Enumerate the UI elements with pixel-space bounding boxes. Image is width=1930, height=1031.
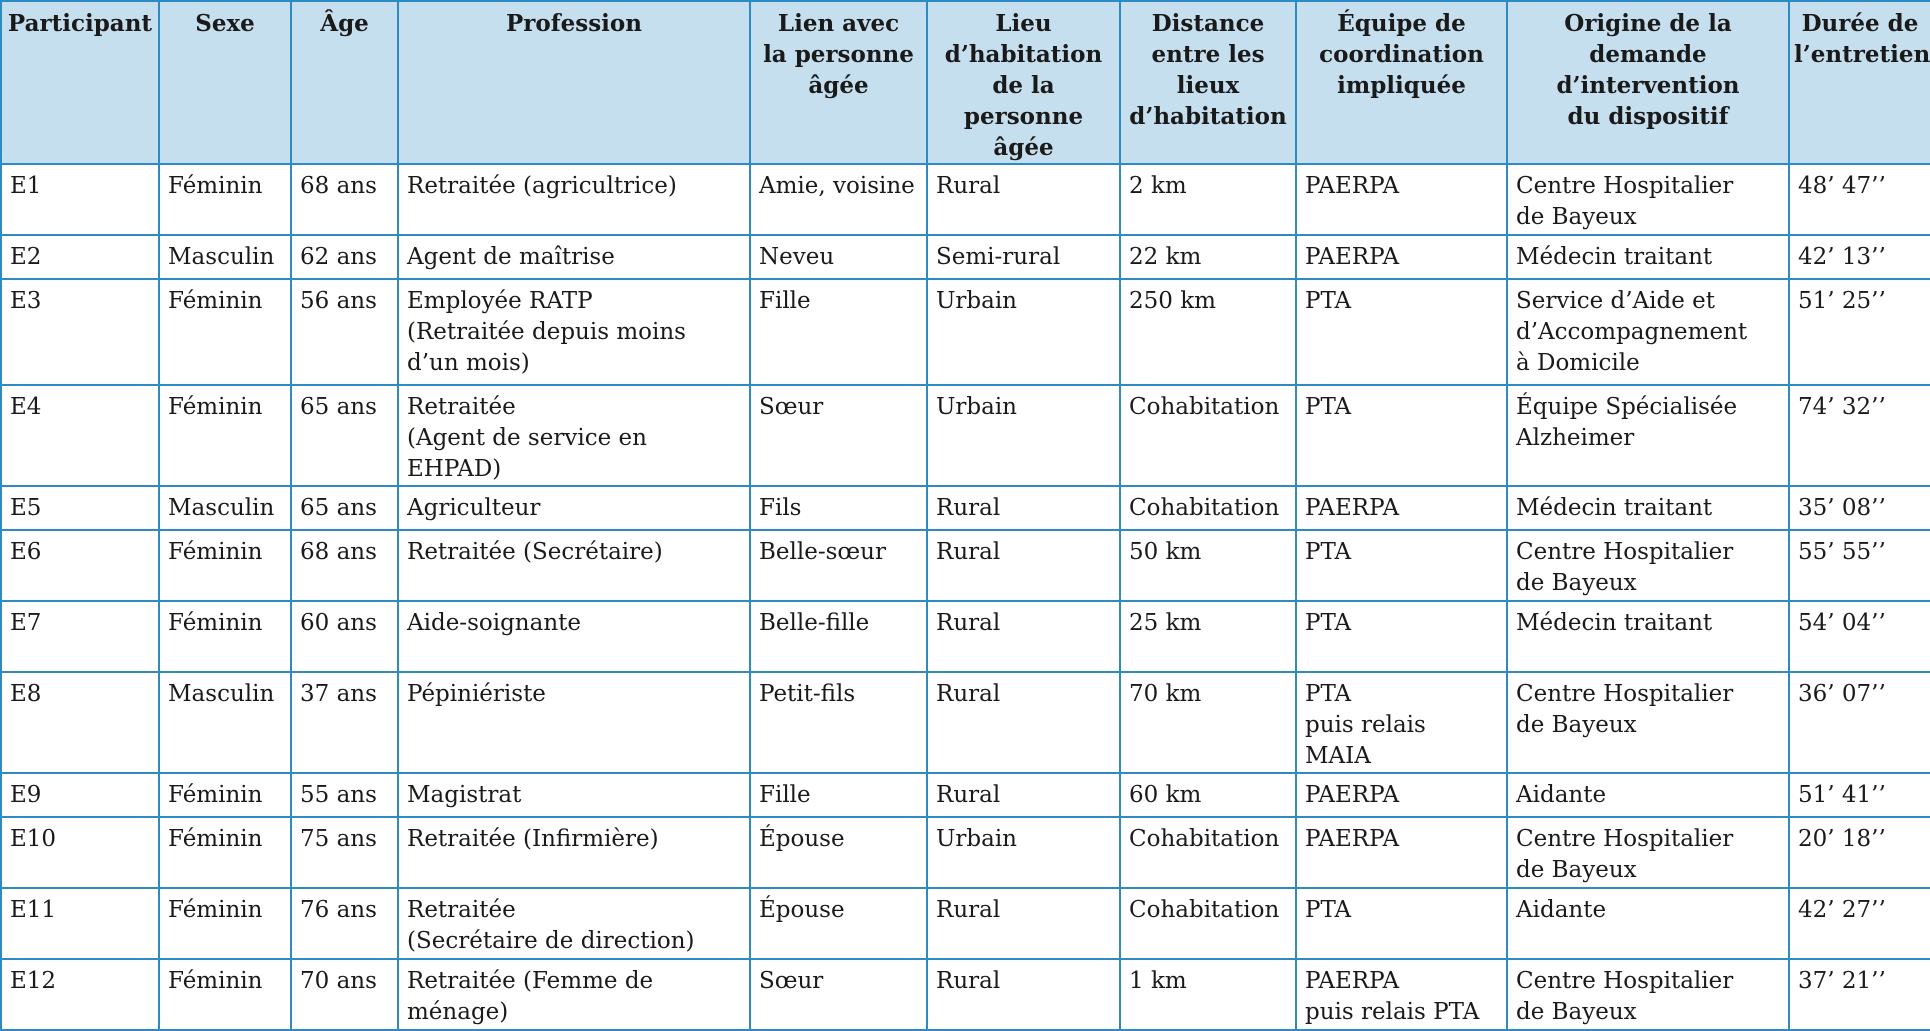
cell-distance: Cohabitation: [1120, 888, 1296, 959]
cell-age: 62 ans: [291, 235, 398, 279]
cell-duree: 54’ 04’’: [1789, 601, 1930, 672]
table-row: [1, 672, 1930, 773]
cell-age: 55 ans: [291, 773, 398, 817]
cell-lien: Fille: [750, 773, 927, 817]
header-lien: Lien avec la personne âgée: [750, 1, 927, 164]
cell-lien: Belle-fille: [750, 601, 927, 672]
cell-participant: E10: [1, 817, 159, 888]
cell-sexe: Féminin: [159, 888, 291, 959]
cell-profession: Retraitée (agricultrice): [398, 164, 750, 235]
cell-lien: Épouse: [750, 888, 927, 959]
cell-lien: Fille: [750, 279, 927, 385]
cell-lien: Petit-fils: [750, 672, 927, 773]
cell-distance: 50 km: [1120, 530, 1296, 601]
cell-participant: E6: [1, 530, 159, 601]
cell-age: 65 ans: [291, 486, 398, 530]
cell-lieu: Urbain: [927, 279, 1120, 385]
cell-participant: E12: [1, 959, 159, 1030]
table-row: [1, 959, 1930, 1030]
table-row: [1, 530, 1930, 601]
cell-lieu: Rural: [927, 773, 1120, 817]
cell-age: 37 ans: [291, 672, 398, 773]
cell-distance: 2 km: [1120, 164, 1296, 235]
table-row: [1, 235, 1930, 279]
cell-distance: 60 km: [1120, 773, 1296, 817]
cell-duree: 74’ 32’’: [1789, 385, 1930, 486]
cell-profession: Retraitée (Infirmière): [398, 817, 750, 888]
cell-participant: E8: [1, 672, 159, 773]
cell-lien: Sœur: [750, 385, 927, 486]
header-equipe: Équipe de coordination impliquée: [1296, 1, 1507, 164]
cell-distance: 25 km: [1120, 601, 1296, 672]
header-origine: Origine de la demande d’intervention du dispositif: [1507, 1, 1789, 164]
cell-lien: Neveu: [750, 235, 927, 279]
cell-equipe: PAERPA puis relais PTA: [1296, 959, 1507, 1030]
cell-lieu: Rural: [927, 486, 1120, 530]
header-profession: Profession: [398, 1, 750, 164]
table-row: [1, 279, 1930, 385]
cell-participant: E9: [1, 773, 159, 817]
header-row: [1, 1, 1930, 164]
cell-lieu: Rural: [927, 530, 1120, 601]
cell-sexe: Féminin: [159, 530, 291, 601]
cell-lieu: Urbain: [927, 385, 1120, 486]
cell-sexe: Féminin: [159, 164, 291, 235]
cell-age: 65 ans: [291, 385, 398, 486]
cell-lien: Sœur: [750, 959, 927, 1030]
cell-age: 75 ans: [291, 817, 398, 888]
cell-profession: Aide-soignante: [398, 601, 750, 672]
table-row: [1, 601, 1930, 672]
cell-lieu: Rural: [927, 601, 1120, 672]
cell-sexe: Féminin: [159, 773, 291, 817]
cell-duree: 42’ 13’’: [1789, 235, 1930, 279]
cell-origine: Centre Hospitalier de Bayeux: [1507, 817, 1789, 888]
table-row: [1, 773, 1930, 817]
cell-origine: Médecin traitant: [1507, 486, 1789, 530]
cell-duree: 37’ 21’’: [1789, 959, 1930, 1030]
cell-origine: Centre Hospitalier de Bayeux: [1507, 164, 1789, 235]
cell-sexe: Féminin: [159, 959, 291, 1030]
cell-equipe: PTA: [1296, 279, 1507, 385]
cell-profession: Retraitée (Secrétaire de direction): [398, 888, 750, 959]
cell-distance: Cohabitation: [1120, 817, 1296, 888]
cell-origine: Aidante: [1507, 888, 1789, 959]
table-row: [1, 164, 1930, 235]
cell-lieu: Semi-rural: [927, 235, 1120, 279]
cell-age: 68 ans: [291, 164, 398, 235]
cell-equipe: PTA: [1296, 385, 1507, 486]
cell-participant: E3: [1, 279, 159, 385]
cell-distance: 70 km: [1120, 672, 1296, 773]
cell-lieu: Rural: [927, 888, 1120, 959]
cell-origine: Aidante: [1507, 773, 1789, 817]
cell-distance: 250 km: [1120, 279, 1296, 385]
cell-equipe: PAERPA: [1296, 235, 1507, 279]
table-row: [1, 385, 1930, 486]
cell-sexe: Masculin: [159, 672, 291, 773]
cell-duree: 51’ 25’’: [1789, 279, 1930, 385]
cell-lien: Épouse: [750, 817, 927, 888]
cell-age: 56 ans: [291, 279, 398, 385]
cell-sexe: Masculin: [159, 486, 291, 530]
cell-age: 60 ans: [291, 601, 398, 672]
cell-lieu: Rural: [927, 959, 1120, 1030]
cell-equipe: PTA: [1296, 530, 1507, 601]
header-age: Âge: [291, 1, 398, 164]
cell-lien: Fils: [750, 486, 927, 530]
cell-profession: Employée RATP (Retraitée depuis moins d’un mois): [398, 279, 750, 385]
cell-origine: Centre Hospitalier de Bayeux: [1507, 530, 1789, 601]
cell-participant: E1: [1, 164, 159, 235]
cell-sexe: Masculin: [159, 235, 291, 279]
cell-lieu: Rural: [927, 164, 1120, 235]
table-row: [1, 888, 1930, 959]
cell-equipe: PAERPA: [1296, 817, 1507, 888]
cell-distance: 1 km: [1120, 959, 1296, 1030]
cell-duree: 48’ 47’’: [1789, 164, 1930, 235]
cell-duree: 42’ 27’’: [1789, 888, 1930, 959]
cell-distance: Cohabitation: [1120, 385, 1296, 486]
cell-profession: Agriculteur: [398, 486, 750, 530]
cell-lien: Amie, voisine: [750, 164, 927, 235]
cell-profession: Magistrat: [398, 773, 750, 817]
cell-duree: 51’ 41’’: [1789, 773, 1930, 817]
cell-participant: E4: [1, 385, 159, 486]
cell-lien: Belle-sœur: [750, 530, 927, 601]
cell-equipe: PTA: [1296, 888, 1507, 959]
header-lieu-habitation: Lieu d’habitation de la personne âgée: [927, 1, 1120, 164]
cell-duree: 35’ 08’’: [1789, 486, 1930, 530]
cell-duree: 20’ 18’’: [1789, 817, 1930, 888]
cell-origine: Médecin traitant: [1507, 235, 1789, 279]
cell-participant: E2: [1, 235, 159, 279]
cell-age: 76 ans: [291, 888, 398, 959]
cell-equipe: PTA puis relais MAIA: [1296, 672, 1507, 773]
cell-equipe: PTA: [1296, 601, 1507, 672]
cell-origine: Service d’Aide et d’Accompagnement à Domicile: [1507, 279, 1789, 385]
cell-participant: E5: [1, 486, 159, 530]
header-duree: Durée de l’entretien: [1789, 1, 1930, 164]
header-distance: Distance entre les lieux d’habitation: [1120, 1, 1296, 164]
cell-origine: Médecin traitant: [1507, 601, 1789, 672]
cell-sexe: Féminin: [159, 279, 291, 385]
cell-origine: Centre Hospitalier de Bayeux: [1507, 672, 1789, 773]
cell-profession: Agent de maîtrise: [398, 235, 750, 279]
cell-participant: E11: [1, 888, 159, 959]
table-row: [1, 486, 1930, 530]
cell-origine: Centre Hospitalier de Bayeux: [1507, 959, 1789, 1030]
cell-sexe: Féminin: [159, 817, 291, 888]
cell-origine: Équipe Spécialisée Alzheimer: [1507, 385, 1789, 486]
cell-profession: Retraitée (Femme de ménage): [398, 959, 750, 1030]
table-row: [1, 817, 1930, 888]
cell-sexe: Féminin: [159, 385, 291, 486]
cell-equipe: PAERPA: [1296, 486, 1507, 530]
cell-lieu: Urbain: [927, 817, 1120, 888]
cell-age: 70 ans: [291, 959, 398, 1030]
cell-duree: 36’ 07’’: [1789, 672, 1930, 773]
cell-equipe: PAERPA: [1296, 164, 1507, 235]
header-participant: Participant: [1, 1, 159, 164]
cell-profession: Retraitée (Secrétaire): [398, 530, 750, 601]
cell-duree: 55’ 55’’: [1789, 530, 1930, 601]
cell-distance: 22 km: [1120, 235, 1296, 279]
cell-sexe: Féminin: [159, 601, 291, 672]
cell-lieu: Rural: [927, 672, 1120, 773]
cell-equipe: PAERPA: [1296, 773, 1507, 817]
cell-age: 68 ans: [291, 530, 398, 601]
header-sexe: Sexe: [159, 1, 291, 164]
cell-profession: Pépiniériste: [398, 672, 750, 773]
cell-participant: E7: [1, 601, 159, 672]
cell-distance: Cohabitation: [1120, 486, 1296, 530]
cell-profession: Retraitée (Agent de service en EHPAD): [398, 385, 750, 486]
